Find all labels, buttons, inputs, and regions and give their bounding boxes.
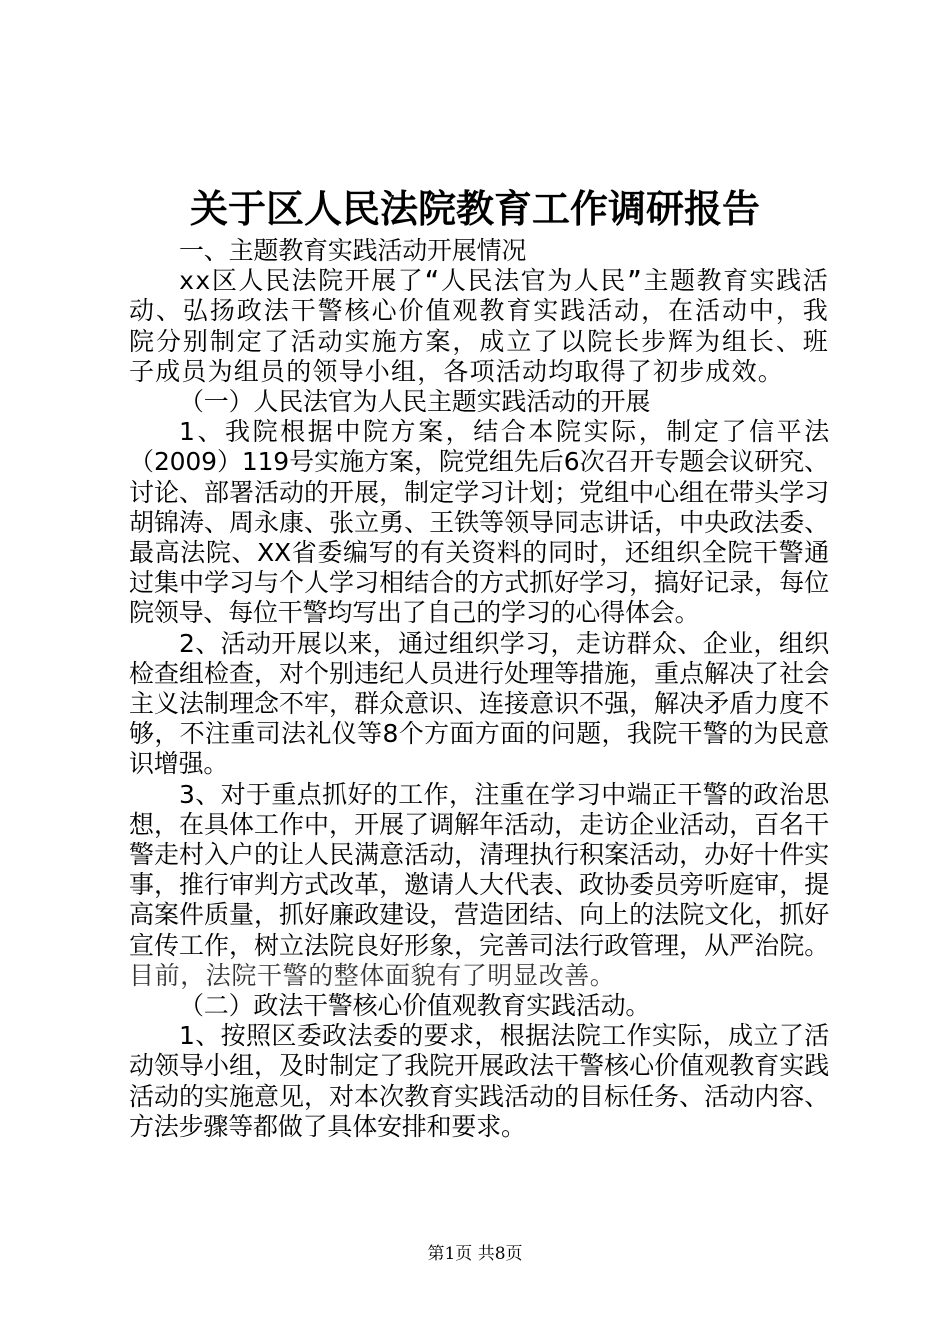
paragraph-4: 1、按照区委政法委的要求，根据法院工作实际，成立了活动领导小组，及时制定了我院开展政法干警核心价值观教育实践活动的实施意见，对本次教育实践活动的目标任务、活动内容、方法步骤等都做了具体安排和要求。 <box>129 1021 829 1141</box>
intro-paragraph: xx区人民法院开展了“人民法官为人民”主题教育实践活动、弘扬政法干警核心价值观教育实践活动，在活动中，我院分别制定了活动实施方案，成立了以院长步辉为组长、班子成员为组员的领导小组，各项活动均取得了初步成效。 <box>129 266 829 386</box>
subsection-heading-2: （二）政法干警核心价值观教育实践活动。 <box>179 991 651 1021</box>
paragraph-2: 2、活动开展以来，通过组织学习，走访群众、企业，组织检查组检查，对个别违纪人员进行处理等措施，重点解决了社会主义法制理念不牢，群众意识、连接意识不强，解决矛盾力度不够，不注重司法礼仪等8个方面方面的问题，我院干警的为民意识增强。 <box>129 628 829 779</box>
page-footer: 第1页 共8页 <box>427 1244 523 1264</box>
document-title: 关于区人民法院教育工作调研报告 <box>189 186 760 231</box>
paragraph-3-main: 3、对于重点抓好的工作，注重在学习中端正干警的政治思想，在具体工作中，开展了调解年活动，走访企业活动，百名干警走村入户的让人民满意活动，清理执行积案活动，办好十件实事，推行审判方式改革，邀请人大代表、政协委员旁听庭审，提高案件质量，抓好廉政建设，营造团结、向上的法院文化，抓好宣传工作，树立法院良好形象，完善司法行政管理，从严治院。 <box>129 779 829 960</box>
paragraph-1: 1、我院根据中院方案，结合本院实际，制定了信平法（2009）119号实施方案，院党组先后6次召开专题会议研究、讨论、部署活动的开展，制定学习计划；党组中心组在带头学习胡锦涛、周永康、张立勇、王铁等领导同志讲话，中央政法委、最高法院、XX省委编写的有关资料的同时，还组织全院干警通过集中学习与个人学习相结合的方式抓好学习，搞好记录，每位院领导、每位干警均写出了自己的学习的心得体会。 <box>129 417 829 628</box>
section-heading-1: 一、主题教育实践活动开展情况 <box>179 236 527 265</box>
paragraph-3-tail: 目前，法院干警的整体面貌有了明显改善。 <box>129 960 616 990</box>
subsection-heading-1: （一）人民法官为人民主题实践活动的开展 <box>179 387 651 417</box>
document-body <box>129 236 829 1142</box>
paragraph-3 <box>129 780 829 991</box>
